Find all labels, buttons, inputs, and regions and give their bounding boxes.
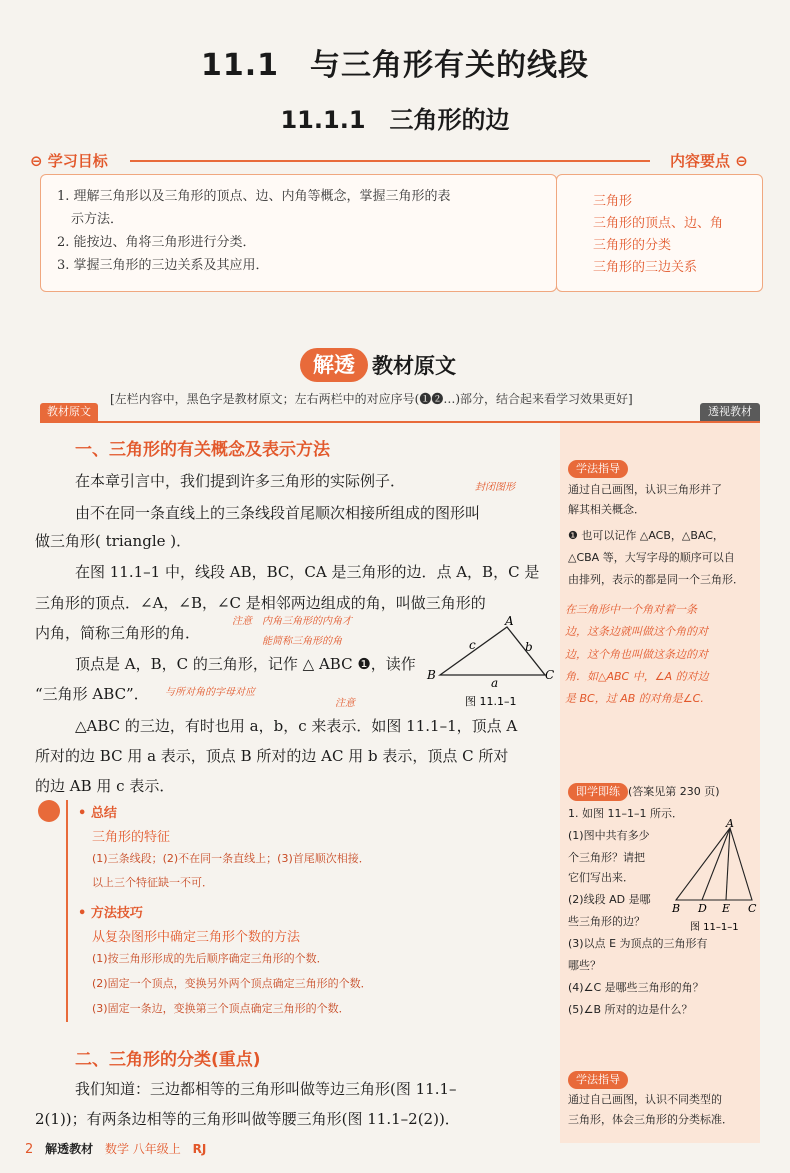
page-subtitle: 11.1.1 三角形的边 xyxy=(280,106,510,134)
vertex-a-label: A xyxy=(726,818,734,830)
practice-line: 些三角形的边？ xyxy=(568,915,645,928)
vertex-b-label: B xyxy=(672,902,681,915)
goals-header xyxy=(30,150,760,172)
goal-line: 1. 理解三角形以及三角形的顶点、边、内角等概念，掌握三角形的表 xyxy=(57,189,451,204)
side-handwritten: 在三角形中一个角对着一条 xyxy=(565,603,697,616)
section-heading: 二、三角形的分类(重点) xyxy=(75,1050,261,1070)
handwritten-note: 封闭图形 xyxy=(475,482,515,493)
banner-prefix: 解透 xyxy=(300,348,368,382)
body-line: △ABC 的三边，有时也用 a，b，c 来表示．如图 11.1–1，顶点 A xyxy=(75,717,518,735)
key-point: 三角形 xyxy=(593,194,633,209)
handwritten-note: 注意 xyxy=(335,698,355,709)
method-subtitle: 从复杂图形中确定三角形个数的方法 xyxy=(92,930,301,945)
body-line: 的边 AB 用 c 表示． xyxy=(35,777,175,795)
tab-textbook: 教材原文 xyxy=(40,403,98,421)
side-handwritten: 边，这个角也叫做这条边的对 xyxy=(565,648,708,661)
body-line: 顶点是 A，B，C 的三角形，记作 △ ABC ❶，读作 xyxy=(75,655,416,673)
practice-figure-caption: 图 11–1–1 xyxy=(690,922,739,933)
vertex-d-label: D xyxy=(698,902,707,915)
key-points-label: 内容要点 ⊖ xyxy=(670,152,748,170)
side-line: 三角形，体会三角形的分类标准． xyxy=(568,1113,733,1126)
practice-line: 哪些？ xyxy=(568,959,601,972)
goal-line: 示方法． xyxy=(71,212,124,227)
practice-line: (2)线段 AD 是哪 xyxy=(568,893,651,906)
side-b-label: b xyxy=(525,640,533,654)
practice-figure xyxy=(668,818,760,940)
banner-text: 教材原文 xyxy=(372,354,456,378)
side-line: 解其相关概念． xyxy=(568,503,645,516)
book-name: 解透教材 xyxy=(45,1142,94,1156)
key-points-box xyxy=(556,174,763,292)
method-line: (1)按三角形形成的先后顺序确定三角形的个数． xyxy=(92,952,328,965)
reading-instruction: [左栏内容中，黑色字是教材原文；左右两栏中的对应序号(❶❷…)部分，结合起来看学习效果更好] xyxy=(110,392,633,406)
handwritten-note: 内角三角形的内角才 xyxy=(262,616,352,627)
body-line: “三角形 ABC”． xyxy=(35,685,149,703)
body-line: 内角，简称三角形的角． xyxy=(35,624,201,642)
side-line: 由排列，表示的都是同一个三角形． xyxy=(568,573,744,586)
handwritten-note: 与所对角的字母对应 xyxy=(165,687,255,698)
practice-line-ae xyxy=(726,828,730,900)
practice-triangle xyxy=(676,828,752,900)
vertex-c-label: C xyxy=(545,668,555,682)
body-line: 我们知道：三边都相等的三角形叫做等边三角形(图 11.1– xyxy=(75,1080,457,1098)
body-line: 做三角形( triangle )． xyxy=(35,532,192,550)
subject-label: 数学 八年级上 xyxy=(104,1142,181,1156)
method-line: (3)固定一条边，变换第三个顶点确定三角形的个数． xyxy=(92,1002,350,1015)
tab-insight: 透视教材 xyxy=(700,403,760,421)
goals-label: ⊖ 学习目标 xyxy=(30,152,108,170)
handwritten-note: 注意 xyxy=(232,616,252,627)
practice-line: 个三角形？请把 xyxy=(568,851,645,864)
body-line: 在图 11.1–1 中，线段 AB，BC，CA 是三角形的边．点 A，B，C 是 xyxy=(75,563,540,581)
section-banner xyxy=(300,346,490,386)
key-point: 三角形的分类 xyxy=(593,238,672,253)
summary-title: • 总结 xyxy=(78,806,117,821)
body-line: 2(1))；有两条边相等的三角形叫做等腰三角形(图 11.1–2(2))． xyxy=(35,1110,460,1128)
goal-line: 3. 掌握三角形的三边关系及其应用． xyxy=(57,258,269,273)
figure-caption: 图 11.1–1 xyxy=(465,695,517,708)
practice-line: 1. 如图 11–1–1 所示． xyxy=(568,807,683,820)
key-point: 三角形的三边关系 xyxy=(593,260,698,275)
page-title: 11.1 与三角形有关的线段 xyxy=(200,48,590,83)
summary-mascot-icon xyxy=(38,800,60,822)
key-point: 三角形的顶点、边、角 xyxy=(593,216,724,231)
body-line: 在本章引言中，我们提到许多三角形的实际例子． xyxy=(75,472,406,490)
summary-rule xyxy=(66,800,68,1022)
side-line: 通过自己画图，认识不同类型的 xyxy=(568,1093,722,1106)
body-line: 三角形的顶点．∠A，∠B，∠C 是相邻两边组成的角，叫做三角形的 xyxy=(35,594,486,612)
practice-line-ad xyxy=(702,828,730,900)
vertex-c-label: C xyxy=(748,902,757,915)
practice-line: (3)以点 E 为顶点的三角形有 xyxy=(568,937,708,950)
page-number: 2 xyxy=(25,1142,34,1157)
method-line: (2)固定一个顶点，变换另外两个顶点确定三角形的个数． xyxy=(92,977,372,990)
triangle-figure xyxy=(425,615,555,710)
body-line: 由不在同一条直线上的三条线段首尾顺次相接所组成的图形叫 xyxy=(75,504,481,522)
handwritten-note: 能简称三角形的角 xyxy=(262,636,342,647)
practice-line: (5)∠B 所对的边是什么？ xyxy=(568,1003,693,1016)
summary-subtitle: 三角形的特征 xyxy=(92,830,171,845)
body-line: 所对的边 BC 用 a 表示，顶点 B 所对的边 AC 用 b 表示，顶点 C 所对 xyxy=(35,747,509,765)
side-handwritten: 边，这条边就叫做这个角的对 xyxy=(565,625,708,638)
method-title: • 方法技巧 xyxy=(78,906,143,921)
section-heading: 一、三角形的有关概念及表示方法 xyxy=(75,440,330,460)
vertex-b-label: B xyxy=(427,668,436,682)
practice-heading: 即学即练 (答案见第 230 页) xyxy=(568,780,720,801)
side-heading: 学法指导 xyxy=(568,457,628,478)
side-a-label: a xyxy=(491,676,499,690)
summary-line: 以上三个特征缺一不可． xyxy=(92,876,213,889)
goals-rule xyxy=(130,160,650,162)
page-footer xyxy=(25,1140,206,1157)
edition-label: RJ xyxy=(192,1142,207,1156)
side-c-label: c xyxy=(469,638,476,652)
summary-line: (1)三条线段；(2)不在同一条直线上；(3)首尾顺次相接． xyxy=(92,852,370,865)
goals-box xyxy=(40,174,557,292)
side-heading: 学法指导 xyxy=(568,1068,628,1089)
practice-line: (1)图中共有多少 xyxy=(568,829,650,842)
side-line: △CBA 等，大写字母的顺序可以自 xyxy=(568,551,735,564)
practice-line: (4)∠C 是哪些三角形的角？ xyxy=(568,981,704,994)
side-handwritten: 角．如△ABC 中，∠A 的对边 xyxy=(565,670,709,683)
goal-line: 2. 能按边、角将三角形进行分类． xyxy=(57,235,256,250)
vertex-a-label: A xyxy=(505,615,514,628)
side-line: ❶ 也可以记作 △ACB，△BAC， xyxy=(568,529,724,542)
side-handwritten: 是 BC，过 AB 的对角是∠C. xyxy=(565,692,704,705)
vertex-e-label: E xyxy=(722,902,731,915)
practice-line: 它们写出来． xyxy=(568,871,634,884)
side-line: 通过自己画图，认识三角形并了 xyxy=(568,483,722,496)
